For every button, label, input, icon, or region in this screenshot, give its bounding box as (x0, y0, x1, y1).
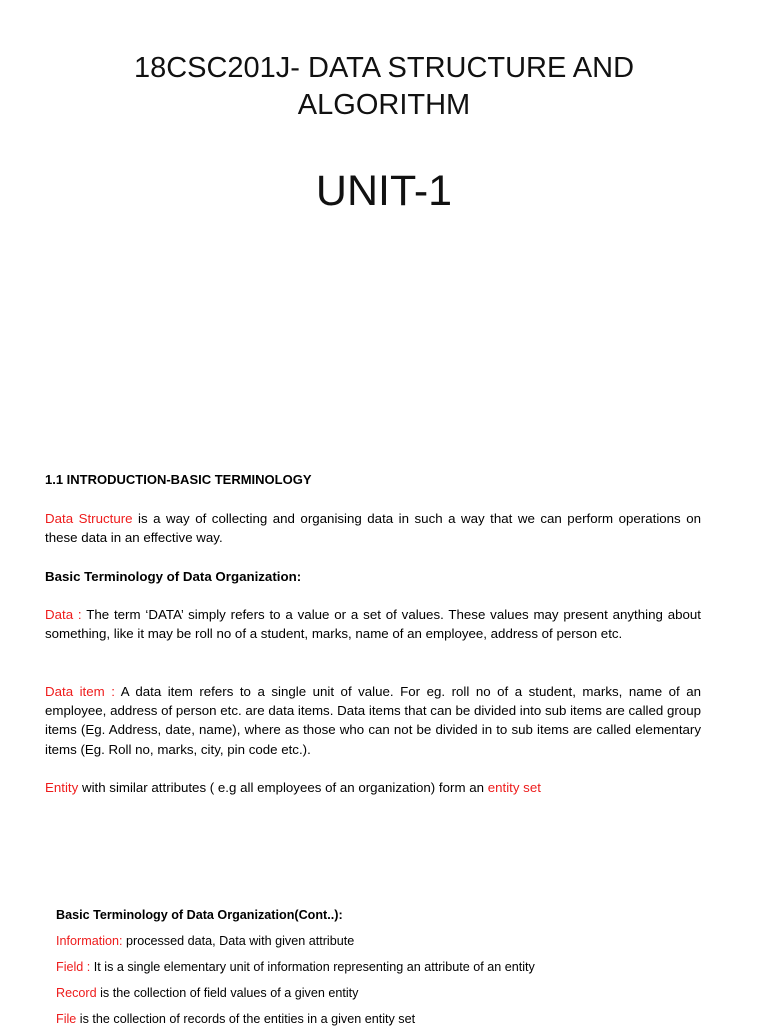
definition-data-item: A data item refers to a single unit of value. For eg. roll no of a student, marks, name of an employee, address of person etc. are data items. Data items that can be divided into sub items are called group items (Eg. Address, date, name), where as those who can not be divided in to sub items are called elementary items (Eg. Roll no, marks, city, pin code etc.). (45, 684, 701, 757)
term-record: Record (56, 986, 97, 1000)
continuation-heading: Basic Terminology of Data Organization(Cont..): (56, 908, 343, 922)
definition-field: It is a single elementary unit of information representing an attribute of an entity (90, 960, 535, 974)
list-item (56, 985, 736, 1001)
term-entity-set: entity set (487, 780, 541, 795)
unit-heading: UNIT-1 (315, 167, 453, 215)
section-heading: 1.1 INTRODUCTION-BASIC TERMINOLOGY (45, 472, 312, 487)
document-title (40, 50, 728, 124)
term-data-structure: Data Structure (45, 511, 133, 526)
definition-information: processed data, Data with given attribute (122, 934, 355, 948)
definition-record: is the collection of field values of a given entity (96, 986, 359, 1000)
term-field: Field : (56, 960, 91, 974)
basic-terminology-heading: Basic Terminology of Data Organization: (45, 569, 302, 584)
definition-entity: with similar attributes ( e.g all employees of an organization) form an (78, 780, 488, 795)
term-entity: Entity (45, 780, 79, 795)
term-file: File (56, 1012, 77, 1026)
term-information: Information: (56, 934, 123, 948)
term-data-item: Data item : (45, 684, 115, 699)
definition-data: The term ‘DATA’ simply refers to a value or a set of values. These values may present anything about something, like it may be roll no of a student, marks, name of an employee, address of person etc. (45, 607, 701, 642)
paragraph-data-item (45, 682, 701, 759)
list-item (56, 1011, 736, 1027)
term-data: Data : (45, 607, 82, 622)
paragraph-data (45, 605, 701, 643)
title-line-2: ALGORITHM (297, 89, 471, 121)
paragraph-entity (45, 778, 701, 797)
paragraph-data-structure (45, 509, 701, 547)
list-item (56, 933, 736, 949)
definition-data-structure: is a way of collecting and organising data in such a way that we can perform operations on these data in an effective way. (45, 511, 702, 546)
definition-file: is the collection of records of the entities in a given entity set (76, 1012, 416, 1026)
title-line-1: 18CSC201J- DATA STRUCTURE AND (133, 52, 635, 84)
list-item (56, 959, 736, 975)
